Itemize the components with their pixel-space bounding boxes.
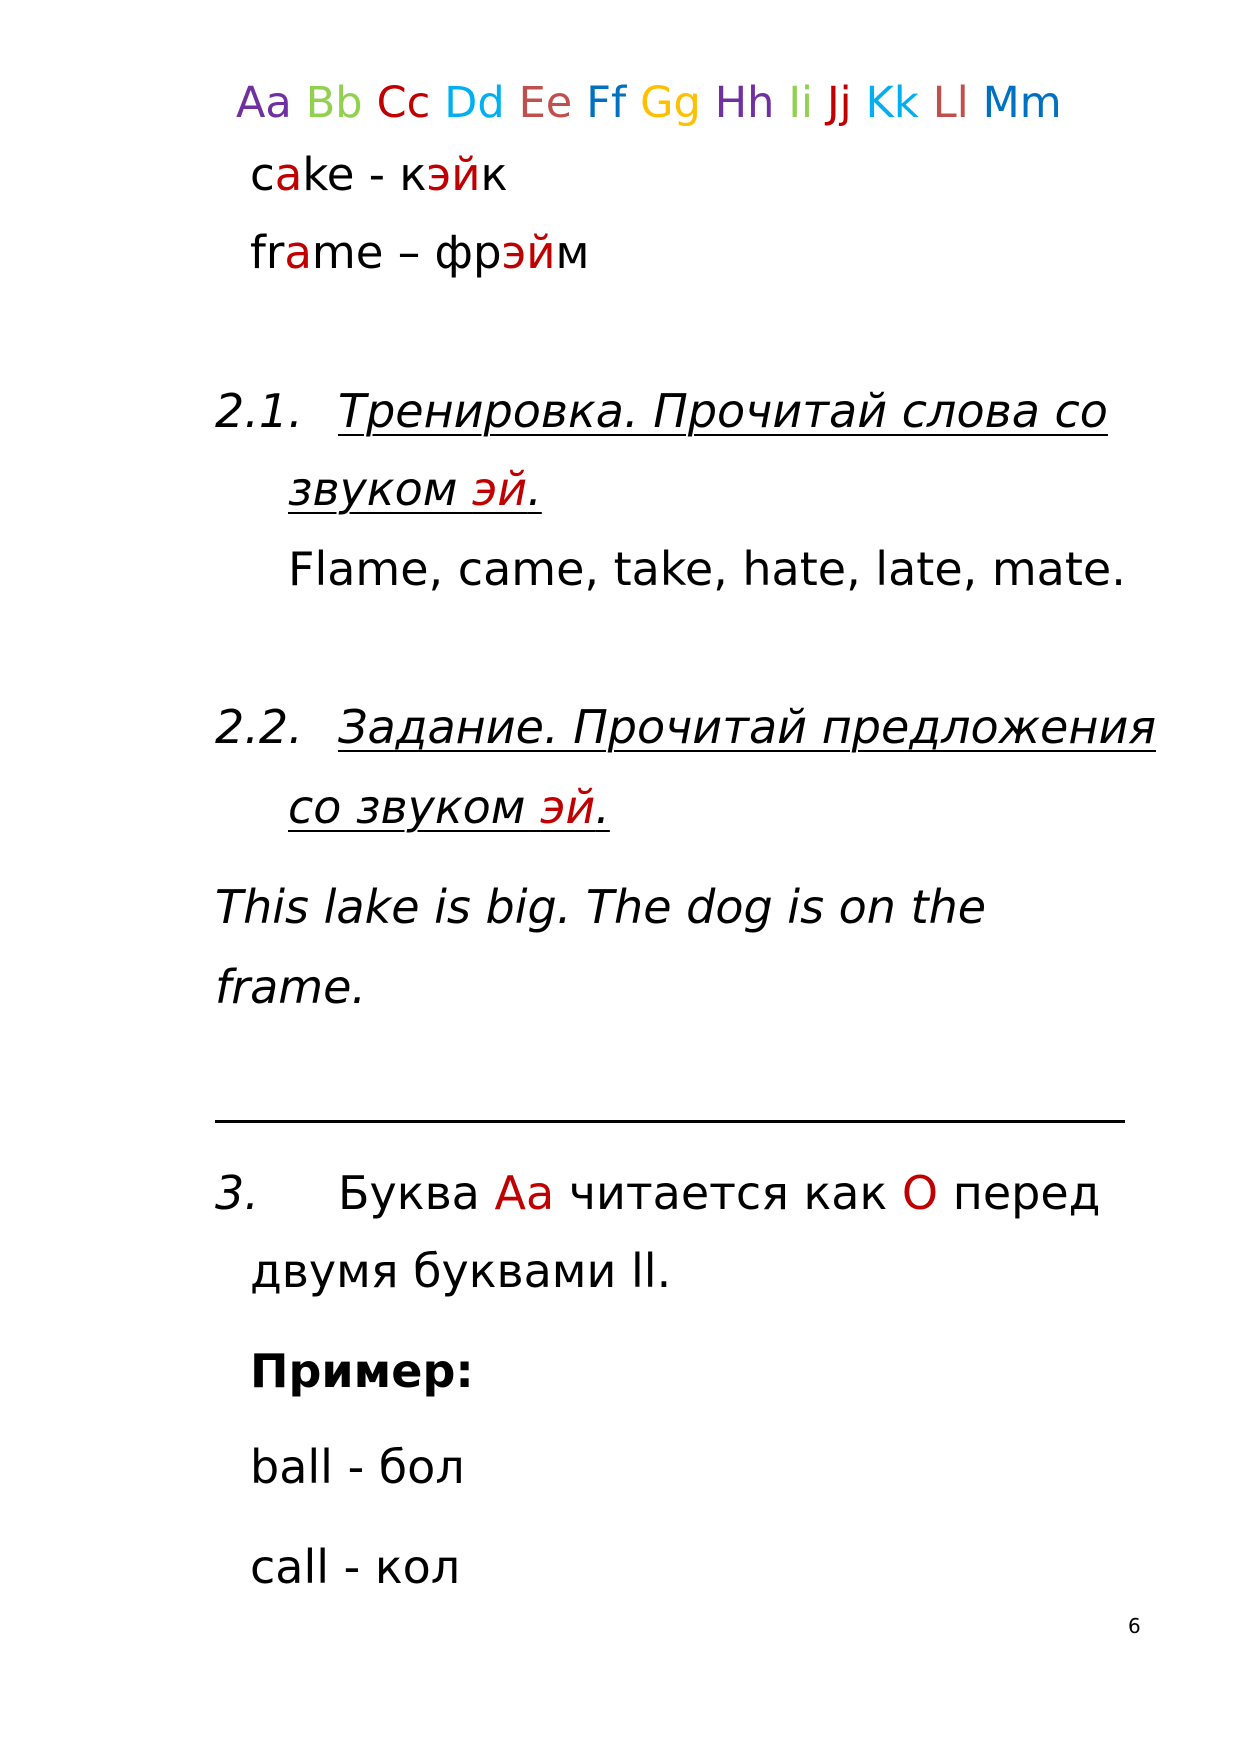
section-2-1-words: Flame, came, take, hate, late, mate. (288, 542, 1126, 596)
highlight-letter: a (284, 226, 312, 279)
highlight-letter: Aa (494, 1166, 555, 1220)
alphabet-letter-pair: Hh (714, 78, 775, 128)
divider-line (215, 1120, 1125, 1123)
alphabet-letter-pair: Kk (865, 78, 919, 128)
example-cake-part: к (480, 148, 508, 201)
section-3-line1 (338, 1166, 1100, 1220)
highlight-sound: O (901, 1166, 939, 1220)
example-cake-part: c (250, 148, 275, 201)
example-frame-part: м (555, 226, 590, 279)
highlight-sound: эй (472, 462, 528, 516)
alphabet-row (236, 78, 1076, 128)
rule-text: Буква (338, 1166, 495, 1220)
section-2-1-heading-line1: Тренировка. Прочитай слова со (338, 384, 1108, 438)
highlight-sound: эй (540, 780, 596, 834)
example-frame-part: fr (250, 226, 285, 279)
heading-text: . (527, 462, 542, 516)
example-cake-part: ke - к (302, 148, 427, 201)
example-call: call - кол (250, 1540, 461, 1594)
alphabet-letter-pair: Ll (932, 78, 969, 128)
highlight-letter: a (274, 148, 303, 201)
alphabet-letter-pair: Cc (376, 78, 431, 128)
section-3-line2: двумя буквами ll. (250, 1244, 672, 1298)
example-ball: ball - бол (250, 1440, 465, 1494)
page-number: 6 (1128, 1614, 1141, 1638)
section-2-2-heading-line1: Задание. Прочитай предложения (338, 700, 1157, 754)
example-cake (250, 148, 508, 201)
heading-text: звуком (288, 462, 473, 516)
alphabet-letter-pair: Ff (586, 78, 627, 128)
rule-text: читается как (554, 1166, 902, 1220)
example-frame-part: me – фр (311, 226, 502, 279)
section-3-number: 3. (215, 1166, 259, 1220)
highlight-sound: эй (426, 148, 481, 201)
alphabet-letter-pair: Mm (982, 78, 1062, 128)
section-2-2-heading-line2 (288, 780, 610, 834)
highlight-sound: эй (501, 226, 556, 279)
section-2-2-sentence-line1: This lake is big. The dog is on the (215, 880, 987, 934)
alphabet-letter-pair: Bb (305, 78, 363, 128)
heading-text: . (595, 780, 610, 834)
rule-text: перед (938, 1166, 1101, 1220)
alphabet-letter-pair: Aa (236, 78, 292, 128)
alphabet-letter-pair: Dd (444, 78, 505, 128)
section-2-2-sentence-line2: frame. (215, 960, 367, 1014)
alphabet-letter-pair: Ii (788, 78, 813, 128)
example-frame (250, 226, 590, 279)
heading-text: со звуком (288, 780, 541, 834)
section-2-2-number: 2.2. (215, 700, 303, 754)
alphabet-letter-pair: Gg (640, 78, 701, 128)
alphabet-letter-pair: Ee (518, 78, 573, 128)
example-label: Пример: (250, 1344, 474, 1398)
section-2-1-number: 2.1. (215, 384, 303, 438)
section-2-1-heading-line2 (288, 462, 542, 516)
alphabet-letter-pair: Jj (827, 78, 852, 128)
